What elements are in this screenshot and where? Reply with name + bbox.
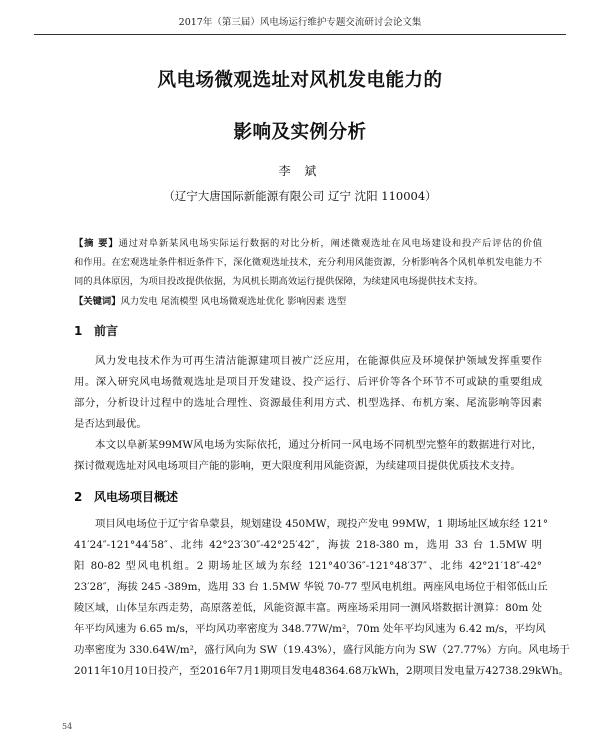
section-number: 2: [74, 490, 83, 504]
overview-paragraph: [74, 514, 570, 682]
text-line: 41′24″-121°44′58″、北纬 42°23′30″-42°25′42″，海拔 218-380 m，选用 33 台 1.5MW 明: [74, 539, 542, 551]
abstract-label: 【摘 要】: [74, 238, 119, 249]
text-line: 探讨微观选址对风电场项目产能的影响，更大限度利用风能资源，为续建项目提供优质技术支持。: [74, 460, 521, 472]
intro-paragraph-1: [74, 351, 542, 435]
abstract-line: [74, 234, 542, 253]
page-number: 54: [62, 722, 73, 731]
section-heading-2: [74, 488, 178, 505]
paper-title-line-1: 风电场微观选址对风机发电能力的: [157, 70, 443, 91]
text-line: 项目风电场位于辽宁省阜蒙县，规划建设 450MW，现投产发电 99MW，1 期场址区域东经 121°: [95, 518, 549, 530]
abstract-line: 和作用。在宏观选址条件相近条件下，深化微观选址技术，充分利用风能资源，分析影响各个风机单机发电能力不: [74, 257, 542, 268]
abstract-line: 同的具体原因，为项目投改提供依据，为风机长期高效运行提供保障，为续建风电场提供技术支持。: [74, 276, 484, 287]
abstract-text: 通过对阜新某风电场实际运行数据的对比分析，阐述微观选址在风电场建设和投产后评估的价值: [118, 238, 542, 249]
running-header: 2017年（第三届）风电场运行维护专题交流研讨会论文集: [178, 17, 422, 28]
keywords-text: 风力发电 尾流模型 风电场微观选址优化 影响因素 选型: [120, 296, 347, 307]
text-line: 功率密度为 330.64W/m²，盛行风向为 SW（19.43%），盛行风能方向为 SW（27.77%）方向。风电场于: [74, 644, 570, 656]
section-title: 前言: [94, 324, 119, 338]
keywords: [74, 292, 542, 311]
section-heading-1: [74, 322, 118, 339]
abstract: [74, 234, 542, 291]
text-line: 用。深入研究风电场微观选址是项目开发建设、投产运行、后评价等各个环节不可或缺的重要组成: [74, 376, 542, 388]
section-title: 风电场项目概述: [94, 490, 179, 504]
text-line: 年平均风速为 6.65 m/s，平均风功率密度为 348.77W/m²，70m 处年平均风速为 6.42 m/s，平均风: [74, 623, 546, 635]
text-line: 本文以阜新某99MW风电场为实际依托，通过分析同一风电场不同机型完整年的数据进行对比，: [95, 439, 542, 451]
text-line: 2011年10月10日投产，至2016年7月1期项目发电48364.68万kWh，2期项目发电量万42738.29kWh。: [74, 665, 570, 677]
author-affiliation: （辽宁大唐国际新能源有限公司 辽宁 沈阳 110004）: [163, 189, 437, 203]
keywords-line: [74, 292, 542, 311]
keywords-label: 【关键词】: [74, 296, 121, 307]
paper-title-line-2: 影响及实例分析: [233, 122, 367, 143]
intro-paragraph-2: [74, 435, 542, 477]
text-line: 阳 80-82 型风电机组。2 期场址区域为东经 121°40′36″-121°48′37″、北纬 42°21′18″-42°: [74, 560, 542, 572]
author-name: 李 斌: [278, 164, 322, 178]
text-line: 是否达到最优。: [74, 418, 147, 430]
text-line: 23′28″，海拔 245 -389m，选用 33 台 1.5MW 华锐 70-77 型风电机组。两座风电场位于相邻低山丘: [74, 581, 548, 593]
text-line: 风力发电技术作为可再生清洁能源建项目被广泛应用，在能源供应及环境保护领域发挥重要作: [95, 355, 542, 367]
text-line: 陵区域，山体呈东西走势，高原落差低，风能资源丰富。两座场采用同一测风塔数据计测算：80m 处: [74, 602, 542, 614]
header-rule: [34, 34, 566, 35]
section-number: 1: [74, 324, 83, 338]
text-line: 部分，分析设计过程中的选址合理性、资源最佳利用方式、机型选择、布机方案、尾流影响等因素: [74, 397, 542, 409]
